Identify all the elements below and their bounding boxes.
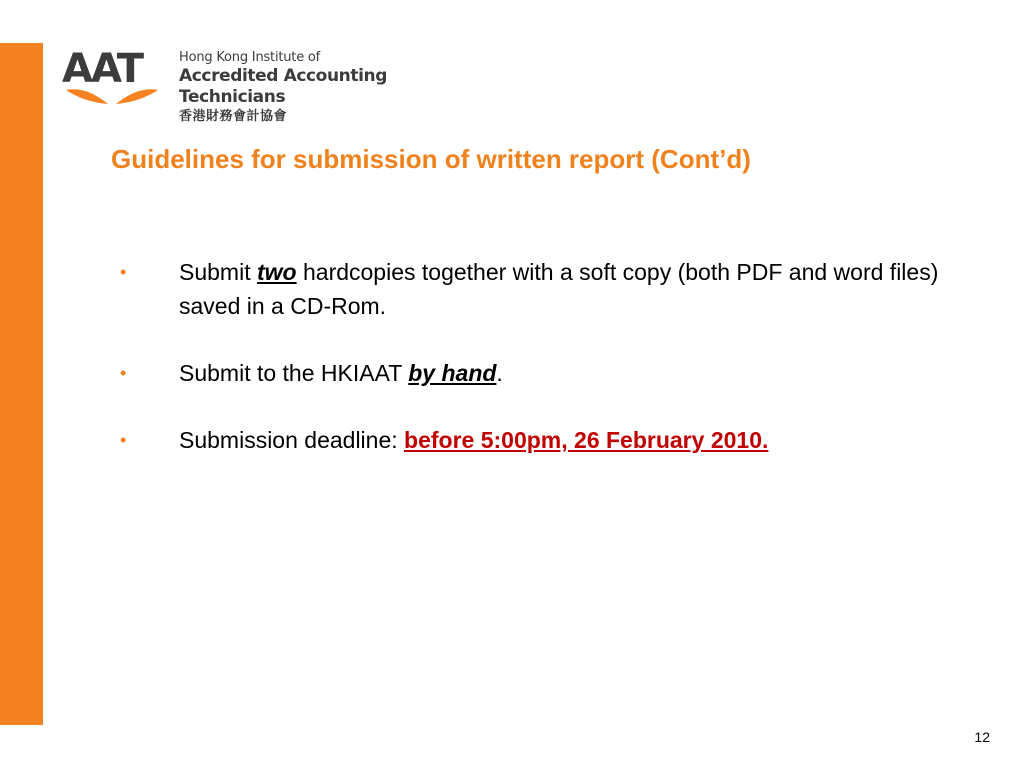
bullet-item-deadline [120,423,940,457]
deadline-value: before 5:00pm, 26 February 2010. [404,427,769,453]
bullet-text: Submission deadline: [179,427,405,453]
logo-line-3: 香港財務會計協會 [179,109,288,124]
slide-title: Guidelines for submission of written report (Cont’d) [111,144,751,174]
aat-logo-mark [62,46,162,112]
page-number: 12 [974,729,990,745]
logo-line-1: Hong Kong Institute of [179,50,321,65]
bullet-text: Submit [179,259,257,285]
bullet-dot-icon: • [120,262,127,282]
bullet-text: . [496,360,503,386]
logo-abbreviation: AAT [62,46,143,92]
bullet-emphasis: by hand [408,360,497,386]
bullet-item-by-hand [120,356,940,390]
logo-text [179,49,462,126]
side-accent-bar [0,43,43,725]
logo-line-2: Accredited Accounting Technicians [179,66,387,107]
bullet-dot-icon: • [120,430,127,450]
aat-logo [62,46,462,124]
bullet-item-hardcopies [120,255,940,323]
bullet-emphasis: two [256,259,297,285]
bullet-dot-icon: • [120,363,127,383]
bullet-text: Submit to the HKIAAT [179,360,409,386]
bullet-list [120,255,940,490]
bullet-text: hardcopies together with a soft copy (both PDF and word files) saved in a CD-Rom. [179,259,939,319]
